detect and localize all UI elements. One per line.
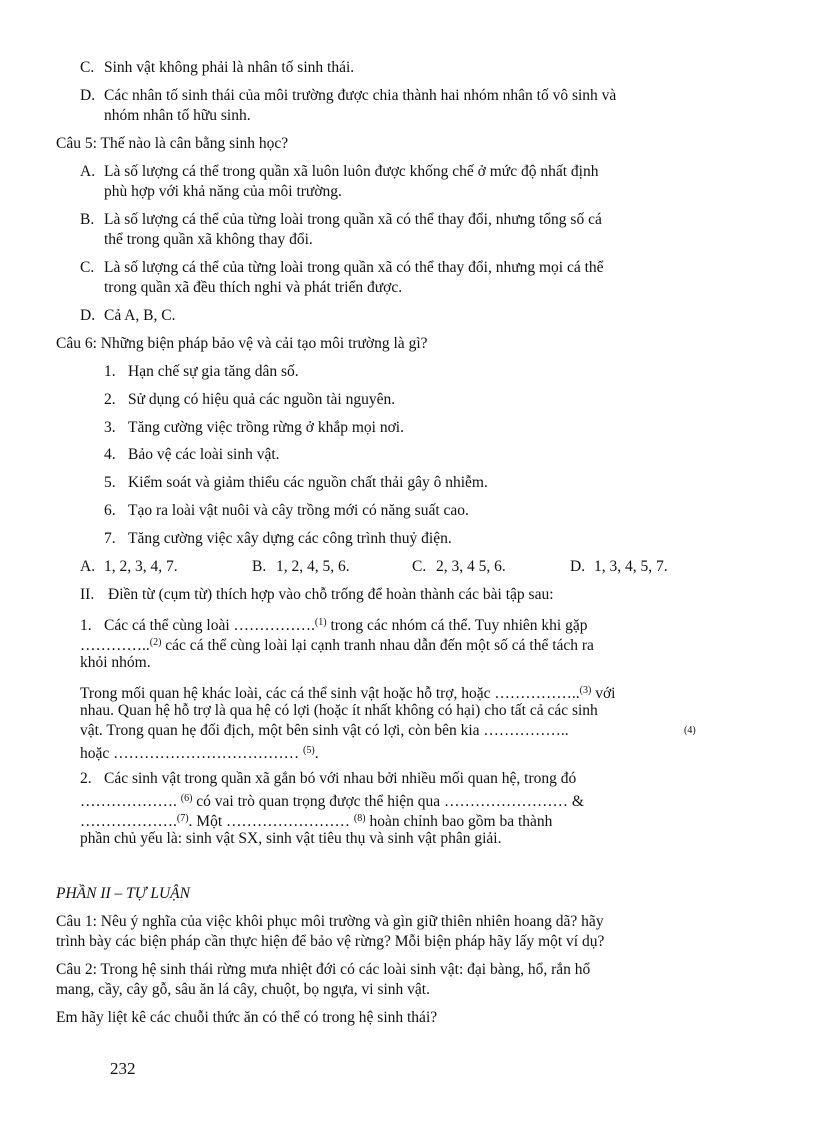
text-run: với (591, 685, 616, 702)
blank-number: (8) (353, 813, 366, 824)
item-number: 2. (104, 391, 116, 408)
item-number: 5. (104, 474, 116, 491)
text-run: hoặc ……………………………… (80, 745, 300, 762)
essay-q2-line1: Câu 2: Trong hệ sinh thái rừng mưa nhiệt đới có các loài sinh vật: đại bàng, hổ, rắn hổ (56, 961, 591, 978)
item-text: Sử dụng có hiệu quả các nguồn tài nguyên. (128, 391, 396, 408)
option-text: Là số lượng cá thể của từng loài trong quần xã có thể thay đổi, nhưng tổng số cá (104, 211, 602, 228)
item-number: 1. (80, 617, 92, 634)
item-number: 7. (104, 530, 116, 547)
section-roman: II. (80, 586, 95, 603)
q6-answer-d (570, 557, 668, 577)
fill-paragraph-1-line2 (80, 633, 594, 656)
list-item (104, 445, 280, 465)
option-text: Các nhân tố sinh thái của môi trường được chia thành hai nhóm nhân tố vô sinh và (104, 87, 617, 104)
q5-option-c-cont: trong quần xã đều thích nghi và phát triển được. (104, 279, 403, 296)
item-text: Tạo ra loài vật nuôi và cây trồng mới có năng suất cao. (128, 502, 469, 519)
text-run: có vai trò quan trọng được thể hiện qua …………………… & (192, 793, 584, 810)
q6-answer-c (412, 557, 506, 577)
text-run: ………………. (80, 813, 177, 830)
blank-number: (4) (684, 725, 696, 736)
option-text: 1, 3, 4, 5, 7. (594, 558, 668, 575)
text-run: trong các nhóm cá thể. Tuy nhiên khi gặp (326, 617, 588, 634)
list-item (104, 390, 395, 410)
q5-option-c (80, 258, 604, 278)
item-text: Tăng cường việc trồng rừng ở khắp mọi nơi. (128, 419, 404, 436)
q4-option-d-cont: nhóm nhân tố hữu sinh. (104, 107, 251, 124)
text-run: Các sinh vật trong quần xã gắn bó với nhau bởi nhiều mối quan hệ, trong đó (104, 770, 577, 787)
option-text: Là số lượng cá thể trong quần xã luôn luôn được khống chế ở mức độ nhất định (104, 163, 599, 180)
q5-option-a-cont: phù hợp với khả năng của môi trường. (104, 183, 342, 200)
list-item (104, 529, 452, 549)
text-run: ………………. (80, 793, 177, 810)
item-text: Tăng cường việc xây dựng các công trình thuỷ điện. (128, 530, 452, 547)
item-number: 3. (104, 419, 116, 436)
blank-number (684, 721, 696, 744)
blank-number: (1) (314, 617, 327, 628)
item-number: 6. (104, 502, 116, 519)
item-number: 2. (80, 770, 92, 787)
item-text: Bảo vệ các loài sinh vật. (128, 446, 280, 463)
option-text: 1, 2, 3, 4, 7. (104, 558, 178, 575)
text-run: hoàn chỉnh bao gồm ba thành (365, 813, 553, 830)
option-label: B. (80, 211, 95, 228)
q4-option-c (80, 58, 354, 78)
option-label: D. (570, 558, 586, 575)
essay-q2-line2: mang, cầy, cây gỗ, sâu ăn lá cây, chuột, bọ ngựa, vi sinh vật. (56, 981, 430, 998)
text-run: Trong mối quan hệ khác loài, các cá thể sinh vật hoặc hỗ trợ, hoặc …………….. (80, 685, 580, 702)
essay-q2-line3: Em hãy liệt kê các chuỗi thức ăn có thể có trong hệ sinh thái? (56, 1009, 438, 1026)
option-label: D. (80, 307, 96, 324)
option-label: C. (80, 59, 95, 76)
option-text: Là số lượng cá thể của từng loài trong quần xã có thể thay đổi, nhưng mọi cá thể (104, 259, 604, 276)
item-text: Kiểm soát và giảm thiểu các nguồn chất thải gây ô nhiễm. (128, 474, 488, 491)
section-title: Điền từ (cụm từ) thích hợp vào chỗ trống để hoàn thành các bài tập sau: (108, 586, 554, 603)
item-number: 1. (104, 363, 116, 380)
part-ii-heading: PHẦN II – TỰ LUẬN (56, 885, 190, 902)
option-label: C. (412, 558, 427, 575)
option-text: Cả A, B, C. (104, 307, 176, 324)
text-run: các cá thể cùng loài lại cạnh tranh nhau dẫn đến một số cá thể tách ra (161, 637, 594, 654)
blank-number: (7) (176, 813, 189, 824)
essay-q1-line2: trình bày các biện pháp cần thực hiện để bảo vệ rừng? Mỗi biện pháp hãy lấy một ví dụ? (56, 933, 605, 950)
section-ii-heading (80, 585, 554, 605)
fill-paragraph-2-line2: nhau. Quan hệ hỗ trợ là qua hệ có lợi (hoặc ít nhất không có hại) cho tất cả các sinh (80, 702, 598, 719)
option-label: A. (80, 558, 96, 575)
q5-option-b (80, 210, 602, 230)
blank-number: (3) (579, 685, 592, 696)
blank-number: (6) (180, 793, 193, 804)
essay-q1-line1: Câu 1: Nêu ý nghĩa của việc khôi phục môi trường và gìn giữ thiên nhiên hoang dã? hãy (56, 913, 604, 930)
option-label: A. (80, 163, 96, 180)
item-number: 4. (104, 446, 116, 463)
list-item (104, 473, 488, 493)
q6-title: Câu 6: Những biện pháp bảo vệ và cải tạo môi trường là gì? (56, 335, 428, 352)
text-run: . Một …………………… (188, 813, 351, 830)
fill-paragraph-2-line4 (80, 741, 319, 764)
q5-option-d (80, 306, 175, 326)
fill-paragraph-1-line3: khỏi nhóm. (80, 654, 151, 671)
fill-paragraph-3-line4: phần chủ yếu là: sinh vật SX, sinh vật tiêu thụ và sinh vật phân giải. (80, 830, 502, 847)
item-text: Hạn chế sự gia tăng dân số. (128, 363, 299, 380)
blank-number: (5) (303, 745, 315, 756)
list-item (104, 501, 469, 521)
q5-option-a (80, 162, 598, 182)
fill-paragraph-3-line1 (80, 769, 576, 789)
option-text: Sinh vật không phải là nhân tố sinh thái. (104, 59, 355, 76)
text-run: . (314, 745, 319, 762)
blank-number: (2) (149, 637, 162, 648)
q5-title: Câu 5: Thế nào là cân bằng sinh học? (56, 135, 289, 152)
q6-answer-a (80, 557, 178, 577)
option-label: B. (252, 558, 267, 575)
option-text: 2, 3, 4 5, 6. (436, 558, 506, 575)
text-run: Các cá thể cùng loài ……………. (104, 617, 315, 634)
list-item (104, 362, 299, 382)
q6-answer-b (252, 557, 350, 577)
page-number: 232 (110, 1059, 136, 1078)
q4-option-d (80, 86, 616, 106)
fill-paragraph-2-line3 (80, 721, 569, 741)
option-label: C. (80, 259, 95, 276)
text-run: ………….. (80, 637, 150, 654)
text-run: vật. Trong quan hẹ đối địch, một bên sinh vật có lợi, còn bên kia …………….. (80, 722, 569, 739)
list-item (104, 418, 404, 438)
option-label: D. (80, 87, 96, 104)
q5-option-b-cont: thể trong quần xã không thay đổi. (104, 231, 313, 248)
option-text: 1, 2, 4, 5, 6. (276, 558, 350, 575)
